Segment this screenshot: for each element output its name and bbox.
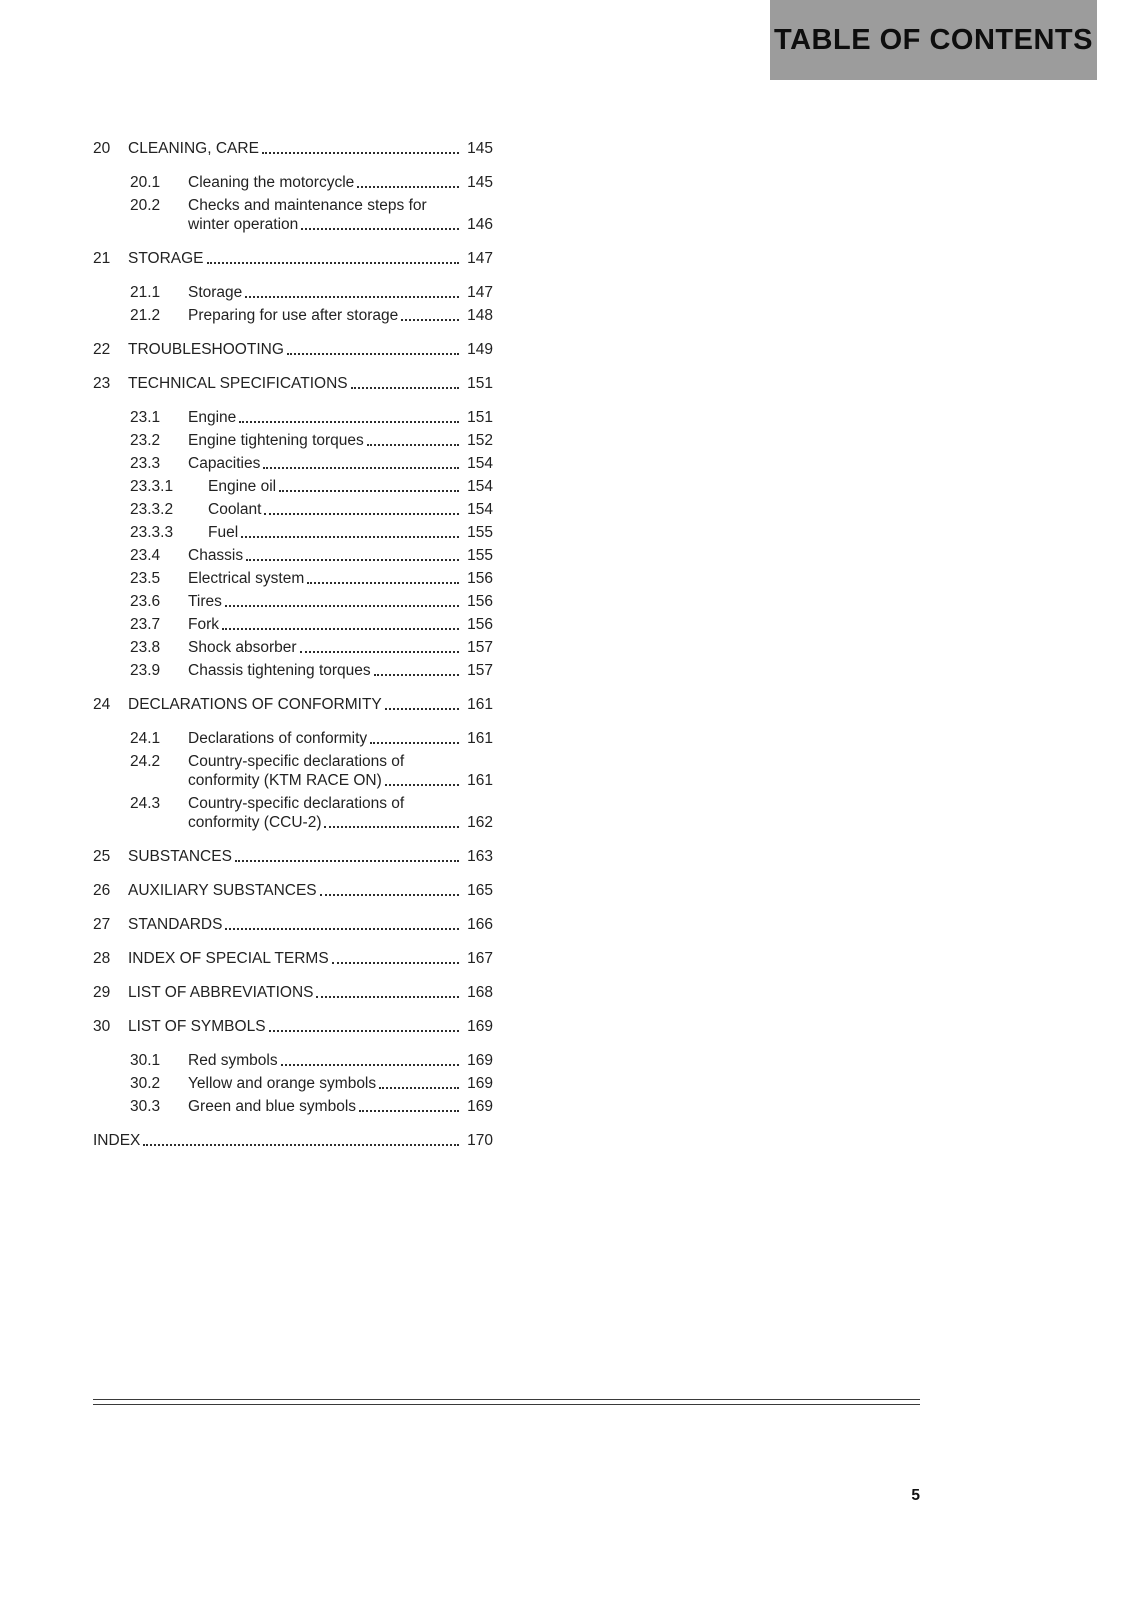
entry-page: 166	[467, 916, 493, 933]
entry-number: 23.9	[130, 662, 161, 679]
toc-entry-line	[93, 169, 493, 192]
dot-leader	[316, 996, 459, 998]
entry-page: 156	[467, 570, 493, 587]
toc-entry-line	[93, 771, 493, 790]
toc-entry	[93, 691, 493, 714]
entry-page: 152	[467, 432, 493, 449]
entry-page: 169	[467, 1018, 493, 1035]
entry-number: 23.2	[130, 432, 161, 449]
entry-title: Green and blue symbols	[188, 1098, 357, 1115]
entry-title: Country-specific declarations of	[188, 795, 405, 812]
toc-entry	[93, 843, 493, 866]
toc-entry-line	[93, 336, 493, 359]
dot-leader	[235, 860, 459, 862]
dot-leader	[301, 228, 459, 230]
toc-entry-line	[93, 542, 493, 565]
toc-entry-line	[93, 1013, 493, 1036]
dot-leader	[225, 928, 459, 930]
toc-entry	[93, 588, 493, 611]
page-number: 5	[911, 1487, 920, 1504]
entry-page: 170	[467, 1132, 493, 1149]
dot-leader	[370, 742, 459, 744]
toc-entry	[93, 496, 493, 519]
toc-entry	[93, 657, 493, 680]
toc-entry	[93, 427, 493, 450]
toc-entry	[93, 634, 493, 657]
dot-leader	[385, 708, 459, 710]
toc-entry-line	[93, 748, 493, 771]
toc-entry-line	[93, 519, 493, 542]
toc-entry	[93, 302, 493, 325]
toc-entry	[93, 279, 493, 302]
entry-title: Tires	[188, 593, 222, 610]
entry-number: 23.6	[130, 593, 161, 610]
toc-entry	[93, 1047, 493, 1070]
entry-page: 161	[467, 696, 493, 713]
entry-title: AUXILIARY SUBSTANCES	[128, 882, 317, 899]
entry-number: 23.1	[130, 409, 161, 426]
entry-title: Cleaning the motorcycle	[188, 174, 355, 191]
entry-number: 21.1	[130, 284, 161, 301]
entry-page: 157	[467, 662, 493, 679]
toc-entry-line	[93, 279, 493, 302]
dot-leader	[264, 513, 459, 515]
entry-page: 161	[467, 772, 493, 789]
entry-number: 24	[93, 696, 111, 713]
entry-page: 155	[467, 547, 493, 564]
toc-entry-line	[93, 302, 493, 325]
toc-entry-line	[93, 1070, 493, 1093]
entry-number: 23.5	[130, 570, 161, 587]
dot-leader	[239, 421, 459, 423]
toc-entry-line	[93, 245, 493, 268]
toc-entry	[93, 1093, 493, 1116]
toc-entry	[93, 725, 493, 748]
dot-leader	[300, 651, 459, 653]
dot-leader	[246, 559, 459, 561]
toc-entry-line	[93, 725, 493, 748]
entry-title: winter operation	[188, 216, 299, 233]
entry-number: 26	[93, 882, 111, 899]
entry-page: 162	[467, 814, 493, 831]
dot-leader	[225, 605, 459, 607]
entry-title: Engine oil	[208, 478, 277, 495]
entry-page: 169	[467, 1052, 493, 1069]
entry-title: CLEANING, CARE	[128, 140, 259, 157]
entry-title: Declarations of conformity	[188, 730, 368, 747]
toc-entry-line	[93, 691, 493, 714]
dot-leader	[269, 1030, 459, 1032]
entry-page: 169	[467, 1075, 493, 1092]
toc-entry	[93, 370, 493, 393]
entry-title: STANDARDS	[128, 916, 223, 933]
toc-entry-line	[93, 450, 493, 473]
toc-entry	[93, 911, 493, 934]
toc-entry	[93, 542, 493, 565]
dot-leader	[143, 1144, 459, 1146]
dot-leader	[357, 186, 459, 188]
entry-page: 165	[467, 882, 493, 899]
toc-entry	[93, 336, 493, 359]
entry-title: SUBSTANCES	[128, 848, 232, 865]
toc-entry-line	[93, 657, 493, 680]
entry-number: 23.3.3	[130, 524, 174, 541]
entry-number: 27	[93, 916, 111, 933]
toc-entry-line	[93, 813, 493, 832]
toc-entry	[93, 135, 493, 158]
entry-number: 24.3	[130, 795, 161, 812]
entry-page: 154	[467, 501, 493, 518]
entry-title: conformity (KTM RACE ON)	[188, 772, 382, 789]
dot-leader	[401, 319, 459, 321]
entry-number: 30.3	[130, 1098, 161, 1115]
entry-page: 151	[467, 409, 493, 426]
toc-entry	[93, 565, 493, 588]
entry-number: 21	[93, 250, 111, 267]
toc-entry	[93, 979, 493, 1002]
entry-number: 21.2	[130, 307, 161, 324]
toc-entry	[93, 450, 493, 473]
entry-page: 168	[467, 984, 493, 1001]
dot-leader	[320, 894, 459, 896]
page-title: TABLE OF CONTENTS	[774, 23, 1093, 56]
entry-title: Storage	[188, 284, 243, 301]
dot-leader	[307, 582, 459, 584]
entry-page: 169	[467, 1098, 493, 1115]
entry-title: Fuel	[208, 524, 239, 541]
toc-entry	[93, 404, 493, 427]
entry-number: 30.1	[130, 1052, 161, 1069]
entry-page: 161	[467, 730, 493, 747]
entry-page: 147	[467, 284, 493, 301]
toc-entry	[93, 1070, 493, 1093]
dot-leader	[263, 467, 459, 469]
entry-title: INDEX	[93, 1132, 141, 1149]
entry-title: LIST OF SYMBOLS	[128, 1018, 266, 1035]
entry-number: 25	[93, 848, 111, 865]
toc-entry-line	[93, 588, 493, 611]
entry-title: Capacities	[188, 455, 261, 472]
footer-divider	[93, 1399, 920, 1405]
entry-page: 145	[467, 174, 493, 191]
dot-leader	[222, 628, 459, 630]
toc-entry-line	[93, 790, 493, 813]
entry-title: Engine	[188, 409, 237, 426]
entry-title: LIST OF ABBREVIATIONS	[128, 984, 314, 1001]
entry-number: 23.3	[130, 455, 161, 472]
dot-leader	[351, 387, 459, 389]
entry-title: Fork	[188, 616, 219, 633]
toc-entry	[93, 877, 493, 900]
entry-page: 146	[467, 216, 493, 233]
dot-leader	[367, 444, 459, 446]
toc-entry	[93, 245, 493, 268]
entry-title: INDEX OF SPECIAL TERMS	[128, 950, 329, 967]
entry-title: Preparing for use after storage	[188, 307, 399, 324]
dot-leader	[281, 1064, 459, 1066]
entry-page: 145	[467, 140, 493, 157]
toc-entry-line	[93, 404, 493, 427]
entry-title: Red symbols	[188, 1052, 278, 1069]
entry-page: 167	[467, 950, 493, 967]
toc-entry	[93, 519, 493, 542]
entry-title: Shock absorber	[188, 639, 297, 656]
toc-list	[93, 124, 493, 1161]
toc-entry-line	[93, 427, 493, 450]
entry-title: conformity (CCU-2)	[188, 814, 322, 831]
toc-entry-line	[93, 135, 493, 158]
toc-entry-line	[93, 611, 493, 634]
toc-entry-line	[93, 979, 493, 1002]
entry-page: 149	[467, 341, 493, 358]
entry-number: 23.8	[130, 639, 161, 656]
toc-entry	[93, 790, 493, 832]
toc-entry-line	[93, 1093, 493, 1116]
dot-leader	[379, 1087, 459, 1089]
entry-number: 20.2	[130, 197, 161, 214]
toc-entry-line	[93, 911, 493, 934]
dot-leader	[359, 1110, 459, 1112]
entry-number: 29	[93, 984, 111, 1001]
toc-entry-line	[93, 634, 493, 657]
header-banner	[770, 0, 1097, 80]
entry-title: DECLARATIONS OF CONFORMITY	[128, 696, 382, 713]
dot-leader	[241, 536, 459, 538]
entry-number: 23.3.1	[130, 478, 174, 495]
toc-entry	[93, 611, 493, 634]
dot-leader	[287, 353, 459, 355]
toc-entry-line	[93, 565, 493, 588]
toc-entry	[93, 1127, 493, 1150]
entry-page: 156	[467, 593, 493, 610]
toc-entry-line	[93, 192, 493, 215]
entry-number: 22	[93, 341, 111, 358]
dot-leader	[207, 262, 459, 264]
toc-entry-line	[93, 877, 493, 900]
toc-entry-line	[93, 945, 493, 968]
entry-title: STORAGE	[128, 250, 204, 267]
entry-title: Coolant	[208, 501, 262, 518]
toc-entry	[93, 192, 493, 234]
entry-page: 163	[467, 848, 493, 865]
entry-title: Country-specific declarations of	[188, 753, 405, 770]
entry-number: 24.2	[130, 753, 161, 770]
entry-page: 155	[467, 524, 493, 541]
entry-title: Checks and maintenance steps for	[188, 197, 427, 214]
dot-leader	[332, 962, 459, 964]
toc-entry-line	[93, 370, 493, 393]
toc-entry-line	[93, 496, 493, 519]
entry-number: 23.3.2	[130, 501, 174, 518]
toc-entry	[93, 473, 493, 496]
entry-number: 30.2	[130, 1075, 161, 1092]
entry-number: 23	[93, 375, 111, 392]
entry-title: Chassis tightening torques	[188, 662, 371, 679]
dot-leader	[279, 490, 459, 492]
entry-title: Yellow and orange symbols	[188, 1075, 377, 1092]
entry-number: 30	[93, 1018, 111, 1035]
entry-page: 154	[467, 478, 493, 495]
entry-title: Chassis	[188, 547, 244, 564]
toc-entry	[93, 748, 493, 790]
entry-number: 20.1	[130, 174, 161, 191]
toc-entry-line	[93, 1127, 493, 1150]
dot-leader	[245, 296, 459, 298]
entry-page: 157	[467, 639, 493, 656]
toc-entry	[93, 1013, 493, 1036]
dot-leader	[262, 152, 459, 154]
toc-entry-line	[93, 1047, 493, 1070]
entry-title: TROUBLESHOOTING	[128, 341, 284, 358]
entry-page: 156	[467, 616, 493, 633]
toc-entry-line	[93, 473, 493, 496]
entry-page: 154	[467, 455, 493, 472]
entry-number: 23.4	[130, 547, 161, 564]
entry-page: 148	[467, 307, 493, 324]
entry-title: TECHNICAL SPECIFICATIONS	[128, 375, 348, 392]
toc-entry-line	[93, 215, 493, 234]
dot-leader	[385, 784, 459, 786]
entry-title: Electrical system	[188, 570, 305, 587]
entry-number: 24.1	[130, 730, 161, 747]
toc-entry-line	[93, 843, 493, 866]
toc-entry	[93, 169, 493, 192]
entry-title: Engine tightening torques	[188, 432, 364, 449]
entry-number: 20	[93, 140, 111, 157]
entry-page: 151	[467, 375, 493, 392]
entry-page: 147	[467, 250, 493, 267]
entry-number: 23.7	[130, 616, 161, 633]
dot-leader	[374, 674, 459, 676]
entry-number: 28	[93, 950, 111, 967]
toc-entry	[93, 945, 493, 968]
dot-leader	[324, 826, 459, 828]
